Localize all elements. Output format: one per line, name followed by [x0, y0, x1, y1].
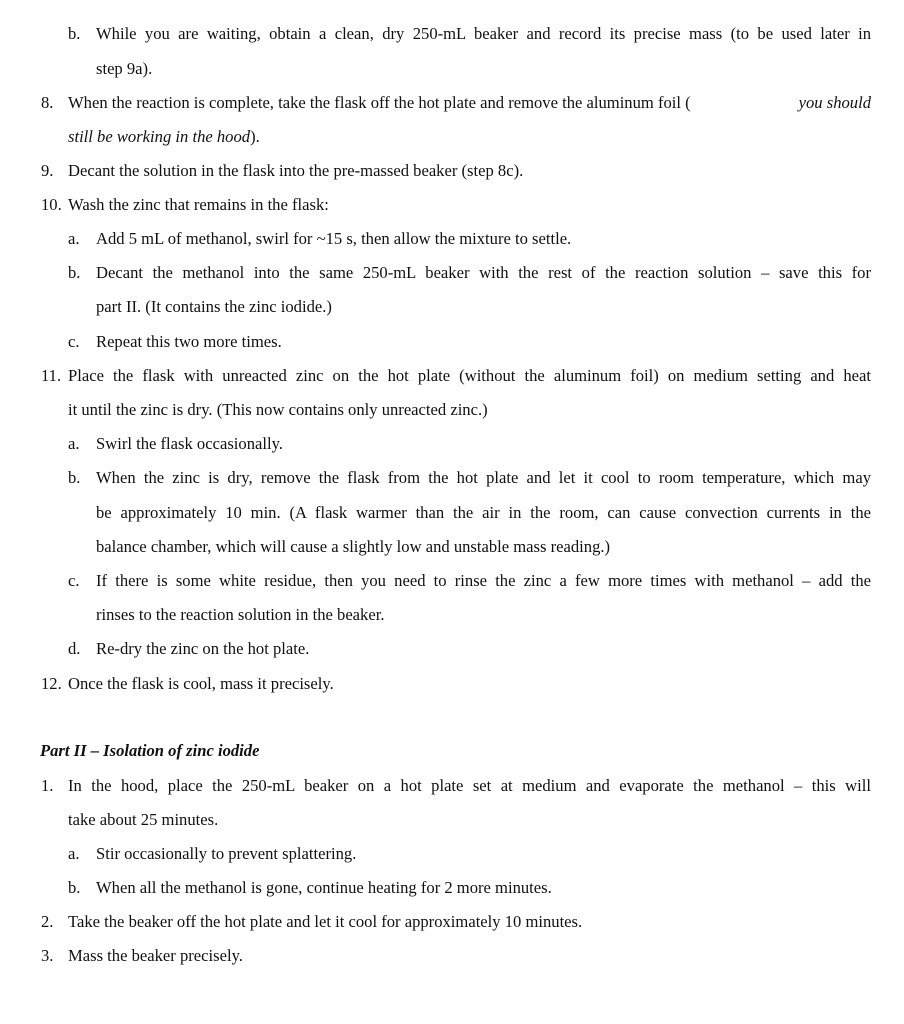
list-marker: 2.	[41, 912, 54, 931]
step-9-text: Decant the solution in the flask into the pre-massed beaker (step 8c).	[68, 161, 524, 180]
list-marker: 3.	[41, 946, 54, 965]
list-marker: d.	[68, 639, 81, 658]
step-11b-line-1: When the zinc is dry, remove the flask from the hot plate and let it cool to room temperature, which may	[96, 468, 871, 487]
step-7b-line-1: While you are waiting, obtain a clean, dry 250-mL beaker and record its precise mass (to be used later in	[96, 24, 871, 43]
part2-step-1b-text: When all the methanol is gone, continue heating for 2 more minutes.	[96, 878, 552, 897]
part2-step-1a-text: Stir occasionally to prevent splattering.	[96, 844, 357, 863]
list-marker: a.	[68, 229, 80, 248]
step-11a-text: Swirl the flask occasionally.	[96, 434, 283, 453]
list-marker: 11.	[41, 366, 62, 385]
list-marker: 9.	[41, 161, 54, 180]
part2-step-2-text: Take the beaker off the hot plate and let it cool for approximately 10 minutes.	[68, 912, 583, 931]
part2-step-3-text: Mass the beaker precisely.	[68, 946, 243, 965]
step-8-line-1	[68, 93, 871, 113]
step-11c-line-2: rinses to the reaction solution in the beaker.	[96, 605, 385, 624]
list-marker: b.	[68, 24, 81, 43]
list-marker: 10.	[41, 195, 62, 214]
step-8-text: When the reaction is complete, take the flask off the hot plate and remove the aluminum foil (	[68, 93, 691, 112]
step-10a-text: Add 5 mL of methanol, swirl for ~15 s, then allow the mixture to settle.	[96, 229, 572, 248]
step-12-text: Once the flask is cool, mass it precisely.	[68, 674, 334, 693]
step-10c-text: Repeat this two more times.	[96, 332, 282, 351]
list-marker: 8.	[41, 93, 54, 112]
list-marker: c.	[68, 332, 80, 351]
list-marker: b.	[68, 878, 81, 897]
step-11d-text: Re-dry the zinc on the hot plate.	[96, 639, 310, 658]
step-8-italic: you should	[798, 93, 871, 112]
step-11c-line-1: If there is some white residue, then you need to rinse the zinc a few more times with methanol – add the	[96, 571, 871, 590]
step-8-line-2	[68, 127, 260, 147]
step-7b-line-2: step 9a).	[96, 59, 153, 78]
step-10b-line-2: part II. (It contains the zinc iodide.)	[96, 297, 332, 316]
list-marker: c.	[68, 571, 80, 590]
part2-step-1-line-1: In the hood, place the 250-mL beaker on a hot plate set at medium and evaporate the methanol – this will	[68, 776, 871, 795]
step-8-italic-cont: still be working in the hood	[68, 127, 251, 146]
part2-step-1-line-2: take about 25 minutes.	[68, 810, 219, 829]
list-marker: b.	[68, 468, 81, 487]
section-heading: Part II – Isolation of zinc iodide	[40, 741, 260, 760]
list-marker: a.	[68, 844, 80, 863]
step-11b-line-3: balance chamber, which will cause a slightly low and unstable mass reading.)	[96, 537, 611, 556]
step-11-line-2: it until the zinc is dry. (This now contains only unreacted zinc.)	[68, 400, 488, 419]
list-marker: b.	[68, 263, 81, 282]
list-marker: 1.	[41, 776, 54, 795]
step-10b-line-1: Decant the methanol into the same 250-mL beaker with the rest of the reaction solution – save this for	[96, 263, 871, 282]
step-10-text: Wash the zinc that remains in the flask:	[68, 195, 329, 214]
list-marker: a.	[68, 434, 80, 453]
list-marker: 12.	[41, 674, 62, 693]
step-8-tail: ).	[250, 127, 260, 146]
step-11-line-1: Place the flask with unreacted zinc on the hot plate (without the aluminum foil) on medium setting and heat	[68, 366, 871, 385]
step-11b-line-2: be approximately 10 min. (A flask warmer than the air in the room, can cause convection currents in the	[96, 503, 871, 522]
